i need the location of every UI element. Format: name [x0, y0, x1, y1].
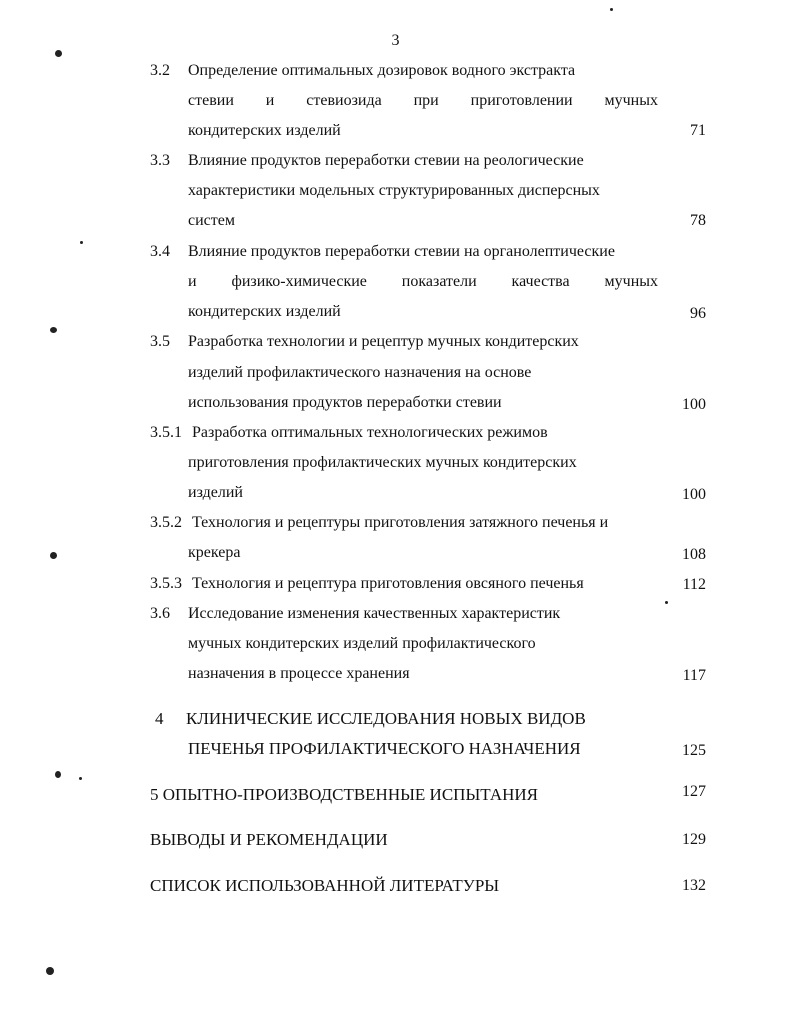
scan-speck	[46, 967, 54, 975]
scan-speck	[50, 327, 57, 333]
toc-entry-number: 3.6	[150, 605, 170, 622]
toc-entry-number: 3.5.3	[150, 575, 182, 592]
toc-entry-line: мучных кондитерских изделий профилактического	[188, 635, 536, 652]
toc-entry-number: 3.3	[150, 152, 170, 169]
toc-entry-line: систем	[188, 212, 235, 229]
toc-entry-line: КЛИНИЧЕСКИЕ ИССЛЕДОВАНИЯ НОВЫХ ВИДОВ	[186, 709, 586, 728]
toc-entry-line: Влияние продуктов переработки стевии на реологические	[188, 152, 584, 169]
toc-entry-page: 125	[682, 742, 706, 759]
scan-speck	[55, 771, 61, 778]
toc-entry-line: Влияние продуктов переработки стевии на органолептические	[188, 243, 615, 260]
toc-entry-line: кондитерских изделий	[188, 303, 341, 320]
toc-entry-number: 3.5.2	[150, 514, 182, 531]
toc-entry-line: Разработка оптимальных технологических режимов	[192, 424, 548, 441]
toc-entry-line: назначения в процессе хранения	[188, 665, 410, 682]
toc-entry-line: крекера	[188, 544, 241, 561]
toc-entry-page: 78	[690, 212, 706, 229]
toc-entry-number: 3.5	[150, 333, 170, 350]
page-number: 3	[391, 32, 400, 49]
toc-entry-line: СПИСОК ИСПОЛЬЗОВАННОЙ ЛИТЕРАТУРЫ	[150, 876, 500, 895]
toc-entry-line: 5 ОПЫТНО-ПРОИЗВОДСТВЕННЫЕ ИСПЫТАНИЯ	[150, 785, 538, 804]
toc-entry-line: Исследование изменения качественных характеристик	[188, 605, 561, 622]
toc-entry-line: изделий	[188, 484, 243, 501]
toc-entry-page: 108	[682, 546, 706, 563]
toc-entry-page: 112	[682, 576, 706, 593]
toc-entry-line: Технология и рецептура приготовления овсяного печенья	[192, 575, 584, 592]
toc-entry-number: 3.2	[150, 62, 170, 79]
toc-entry-line: характеристики модельных структурированных дисперсных	[188, 182, 600, 199]
toc-entry-line: ПЕЧЕНЬЯ ПРОФИЛАКТИЧЕСКОГО НАЗНАЧЕНИЯ	[188, 739, 581, 758]
scan-speck	[80, 241, 83, 244]
toc-entry-line: Определение оптимальных дозировок водного экстракта	[188, 62, 576, 79]
toc-entry-line: и физико-химические показатели качества мучных	[188, 273, 658, 290]
toc-entry-page: 100	[682, 486, 706, 503]
toc-entry-line: стевии и стевиозида при приготовлении мучных	[188, 92, 658, 109]
toc-entry-page: 129	[682, 831, 706, 848]
toc-entry-page: 132	[682, 877, 706, 894]
scan-speck	[665, 601, 668, 604]
toc-entry-page: 96	[690, 305, 706, 322]
toc-entry-page: 71	[690, 122, 706, 139]
toc-entry-line: Разработка технологии и рецептур мучных кондитерских	[188, 333, 579, 350]
toc-entry-line: приготовления профилактических мучных кондитерских	[188, 454, 577, 471]
scan-speck	[50, 552, 57, 559]
toc-entry-line: изделий профилактического назначения на основе	[188, 364, 532, 381]
toc-entry-line: кондитерских изделий	[188, 122, 341, 139]
toc-entry-number: 4	[155, 709, 164, 728]
toc-entry-line: использования продуктов переработки стевии	[188, 394, 502, 411]
toc-entry-number: 3.5.1	[150, 424, 182, 441]
toc-entry-line: ВЫВОДЫ И РЕКОМЕНДАЦИИ	[150, 830, 388, 849]
scan-speck	[55, 50, 62, 57]
scan-speck	[610, 8, 613, 11]
toc-entry-number: 3.4	[150, 243, 170, 260]
scan-speck	[79, 777, 82, 780]
toc-entry-page: 100	[682, 396, 706, 413]
toc-entry-page: 127	[682, 783, 706, 800]
toc-entry-page: 117	[682, 667, 706, 684]
toc-entry-line: Технология и рецептуры приготовления затяжного печенья и	[192, 514, 609, 531]
